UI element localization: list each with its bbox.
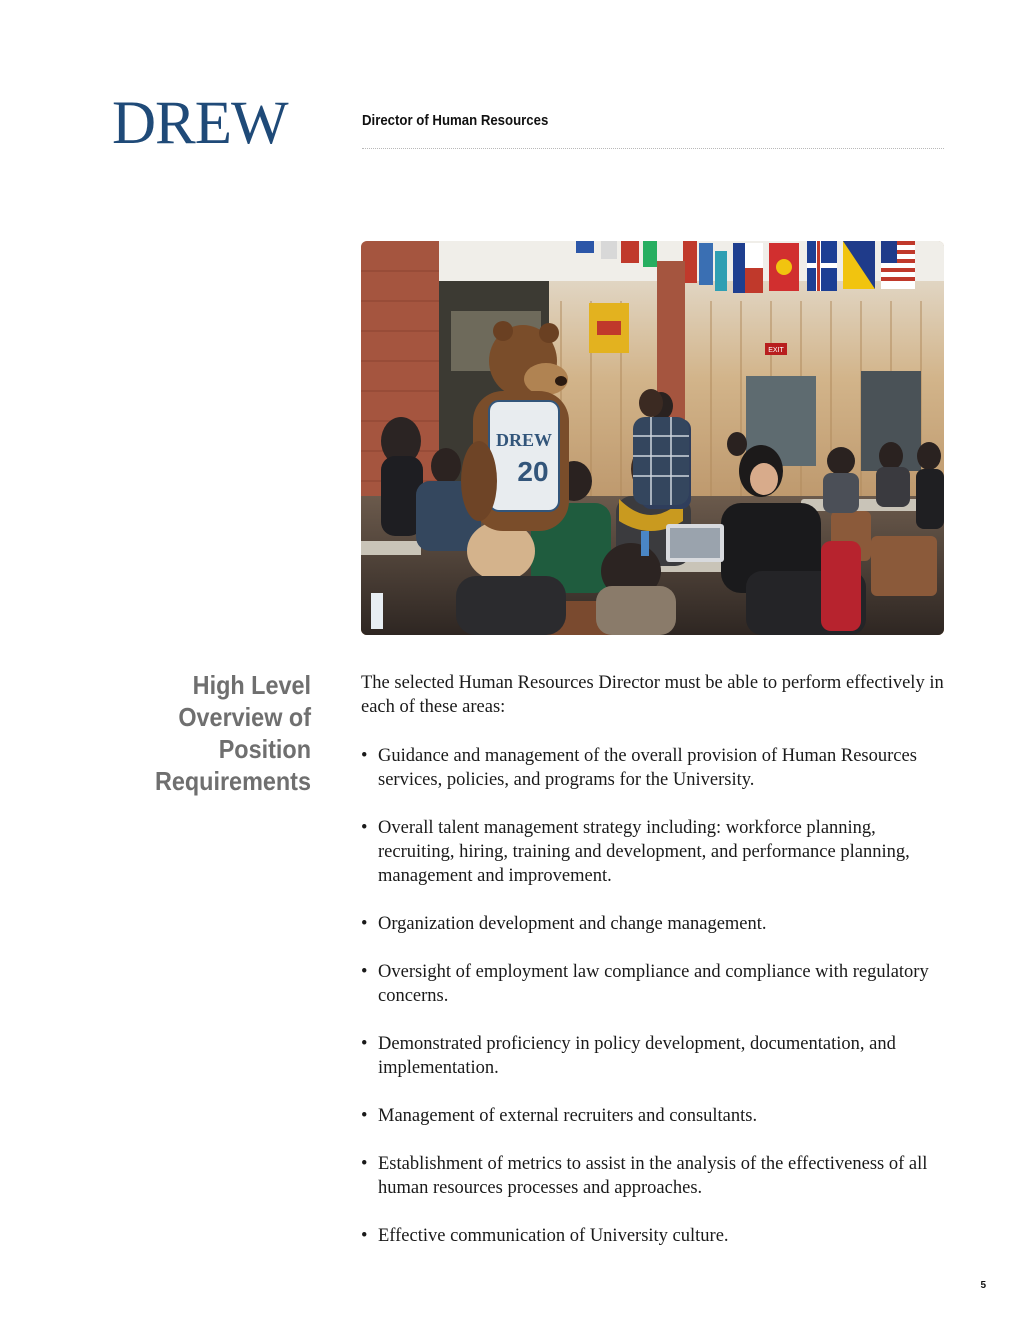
bullet-icon: •	[361, 1106, 368, 1126]
list-item	[361, 1224, 951, 1248]
header-divider	[362, 148, 944, 149]
section-heading-line: Position	[218, 734, 311, 764]
mascot-jersey-text: DREW	[495, 430, 553, 450]
list-item	[361, 1152, 951, 1200]
intro-paragraph: The selected Human Resources Director must be able to perform effectively in each of these areas:	[361, 673, 944, 717]
bullet-icon: •	[361, 746, 368, 766]
bullet-icon: •	[361, 1226, 368, 1246]
document-title: Director of Human Resources	[362, 112, 549, 129]
list-item-text: Guidance and management of the overall provision of Human Resources services, policies, and programs for the University.	[378, 746, 917, 790]
section-heading-line: Requirements	[154, 766, 311, 796]
bullet-icon: •	[361, 914, 368, 934]
list-item	[361, 1104, 951, 1128]
list-item	[361, 744, 951, 792]
cafeteria-photo	[361, 241, 944, 635]
bullet-icon: •	[361, 818, 368, 838]
bullet-icon: •	[361, 1154, 368, 1174]
list-item	[361, 1032, 951, 1080]
drew-logo: DREW	[112, 90, 288, 157]
cafeteria-photo-image	[361, 241, 944, 635]
list-item	[361, 816, 951, 888]
mascot-jersey-number: 20	[517, 456, 549, 487]
list-item-text: Effective communication of University culture.	[378, 1226, 729, 1246]
exit-sign: EXIT	[768, 347, 784, 354]
section-heading-line: Overview of	[178, 702, 311, 732]
list-item-text: Management of external recruiters and consultants.	[378, 1106, 758, 1126]
list-item-text: Organization development and change management.	[378, 914, 767, 934]
requirements-list	[361, 744, 951, 1272]
list-item	[361, 960, 951, 1008]
list-item-text: Establishment of metrics to assist in the analysis of the effectiveness of all human resources processes and approaches.	[378, 1154, 928, 1198]
bullet-icon: •	[361, 1034, 368, 1054]
list-item-text: Oversight of employment law compliance and compliance with regulatory concerns.	[378, 962, 929, 1006]
bullet-icon: •	[361, 962, 368, 982]
list-item	[361, 912, 951, 936]
list-item-text: Overall talent management strategy including: workforce planning, recruiting, hiring, training and development, and performance planning, management and improvement.	[378, 818, 910, 886]
section-heading	[113, 669, 311, 797]
list-item-text: Demonstrated proficiency in policy development, documentation, and implementation.	[378, 1034, 896, 1078]
page-number: 5	[980, 1280, 986, 1291]
section-heading-line: High Level	[192, 670, 311, 700]
